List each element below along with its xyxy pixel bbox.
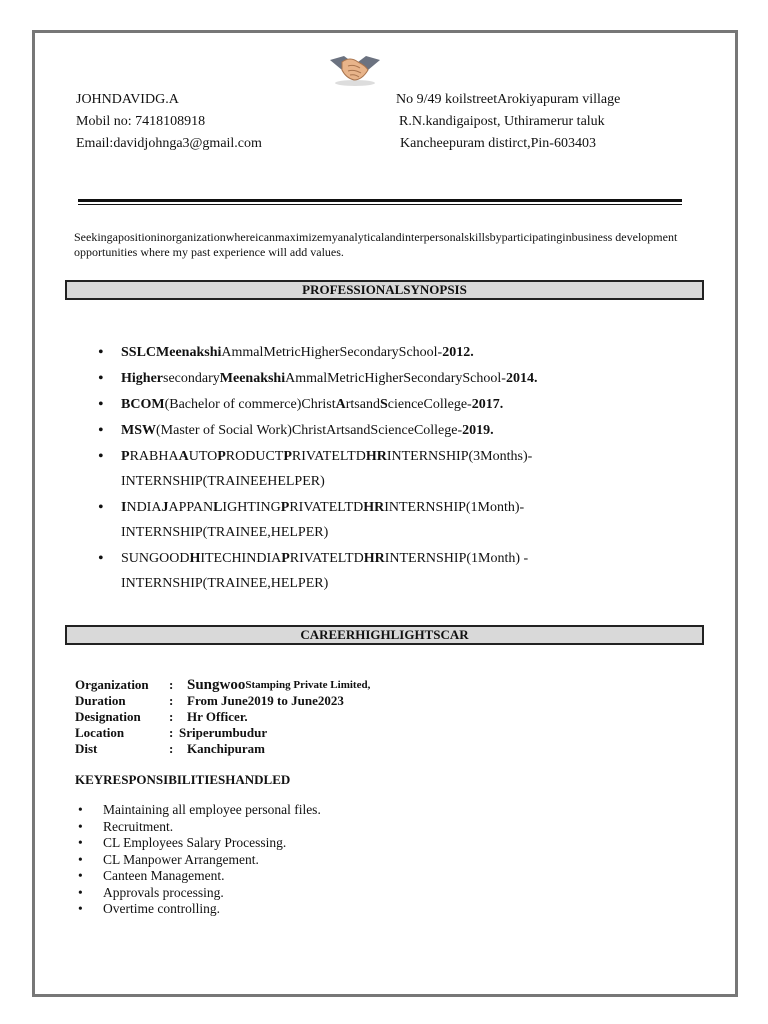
career-value: Sriperumbudur <box>179 725 268 740</box>
synopsis-list <box>98 340 658 597</box>
synopsis-text: cienceCollege- <box>387 397 472 412</box>
career-label: Location <box>75 725 125 740</box>
synopsis-text: RABHA <box>129 449 179 464</box>
synopsis-text: APPAN <box>168 500 214 515</box>
list-item: • Approvals processing. <box>78 885 321 902</box>
synopsis-text: RIVATELTD <box>289 551 364 566</box>
list-item: • CL Manpower Arrangement. <box>78 852 321 869</box>
synopsis-text: 2012. <box>442 345 474 360</box>
synopsis-text: AmmalMetricHigherSecondarySchool- <box>221 345 443 360</box>
synopsis-text: INTERNSHIP(3Months)-INTERNSHIP(TRAINEEHELPER) <box>121 449 533 489</box>
synopsis-text: rtsand <box>345 397 380 412</box>
career-value: From June2019 to June2023 <box>187 693 344 708</box>
career-label: Organization <box>75 677 149 692</box>
synopsis-text: 2014. <box>505 371 538 386</box>
synopsis-text: HR <box>363 500 385 515</box>
synopsis-text: AmmalMetricHigherSecondarySchool- <box>285 371 506 386</box>
synopsis-text: 2017. <box>471 397 504 412</box>
career-colon: : <box>169 693 174 708</box>
organization-name: Sungwoo <box>187 677 246 693</box>
mobile-number: Mobil no: 7418108918 <box>76 114 206 129</box>
career-row-organization <box>75 677 370 693</box>
career-value: Hr Officer. <box>187 709 248 724</box>
synopsis-text: (Bachelor of commerce)Christ <box>164 397 336 412</box>
email-address: Email:davidjohnga3@gmail.com <box>76 136 262 151</box>
header-divider-thick <box>78 199 682 202</box>
synopsis-text: L <box>213 500 223 515</box>
synopsis-text: MSW <box>121 423 156 438</box>
handshake-icon <box>328 50 382 88</box>
synopsis-text: P <box>121 449 130 464</box>
synopsis-item <box>98 392 658 417</box>
synopsis-text: INTERNSHIP(1Month)-INTERNSHIP(TRAINEE,HELPER) <box>121 500 525 540</box>
synopsis-text: HR <box>365 449 387 464</box>
organization-name-rest: Stamping Private Limited, <box>245 679 371 691</box>
synopsis-text: P <box>281 551 290 566</box>
synopsis-text: J <box>161 500 169 515</box>
career-label: Duration <box>75 693 126 708</box>
synopsis-item <box>98 495 658 545</box>
header-divider-thin <box>78 204 682 205</box>
synopsis-item <box>98 366 658 391</box>
synopsis-text: P <box>217 449 226 464</box>
synopsis-text: NDIA <box>126 500 162 515</box>
synopsis-text: P <box>283 449 292 464</box>
address-line-2: R.N.kandigaipost, Uthiramerur taluk <box>399 114 605 129</box>
synopsis-text: A <box>335 397 346 412</box>
list-item: • Recruitment. <box>78 819 321 836</box>
synopsis-text: RODUCT <box>225 449 284 464</box>
synopsis-text: (Master of Social Work)ChristArtsandScienceCollege- <box>156 423 463 438</box>
career-label: Designation <box>75 709 141 724</box>
synopsis-text: P <box>280 500 290 515</box>
career-objective: Seekingapositioninorganizationwhereicanmaximizemyanalyticalandinterpersonalskillsbyparticipatinginbusiness development opportunities where my past experience will add values. <box>74 230 678 259</box>
synopsis-item <box>98 444 658 494</box>
synopsis-text: SUNGOOD <box>121 551 190 566</box>
career-label: Dist <box>75 741 98 756</box>
career-row-designation <box>75 709 370 725</box>
synopsis-text: A <box>178 449 189 464</box>
synopsis-text: Higher <box>121 371 163 386</box>
synopsis-text: Meenakshi <box>219 371 286 386</box>
list-item: • Maintaining all employee personal files. <box>78 802 321 819</box>
synopsis-text: Meenakshi <box>156 345 222 360</box>
synopsis-text: ITECHINDIA <box>200 551 282 566</box>
career-row-dist <box>75 741 370 757</box>
synopsis-text: secondary <box>163 371 220 386</box>
synopsis-text: IGHTING <box>222 500 281 515</box>
synopsis-item <box>98 546 658 596</box>
synopsis-text: 2019. <box>462 423 494 438</box>
synopsis-text: BCOM <box>121 397 165 412</box>
career-row-location <box>75 725 370 741</box>
responsibilities-list <box>78 802 321 918</box>
career-value: Kanchipuram <box>187 741 266 756</box>
list-item: • Canteen Management. <box>78 868 321 885</box>
synopsis-text: UTO <box>188 449 218 464</box>
list-item: • Overtime controlling. <box>78 901 321 918</box>
career-details <box>75 677 370 757</box>
synopsis-item <box>98 340 658 365</box>
synopsis-text: RIVATELTD <box>289 500 364 515</box>
synopsis-text: HR <box>363 551 385 566</box>
synopsis-item <box>98 418 658 443</box>
section-header-synopsis: PROFESSIONALSYNOPSIS <box>65 280 704 300</box>
synopsis-text: SSLC <box>121 345 157 360</box>
career-row-duration <box>75 693 370 709</box>
address-line-1: No 9/49 koilstreetArokiyapuram village <box>396 92 621 107</box>
synopsis-text: S <box>379 397 388 412</box>
candidate-name: JOHNDAVIDG.A <box>76 92 179 107</box>
career-colon: : <box>169 677 174 692</box>
synopsis-text: INTERNSHIP(1Month) -INTERNSHIP(TRAINEE,HELPER) <box>121 551 529 591</box>
synopsis-text: H <box>189 551 201 566</box>
synopsis-text: I <box>121 500 127 515</box>
career-colon: : <box>169 741 174 756</box>
career-colon: : <box>169 725 174 740</box>
list-item: • CL Employees Salary Processing. <box>78 835 321 852</box>
career-colon: : <box>169 709 174 724</box>
section-header-career: CAREERHIGHLIGHTSCAR <box>65 625 704 645</box>
address-line-3: Kancheepuram distirct,Pin-603403 <box>400 136 596 151</box>
responsibilities-heading: KEYRESPONSIBILITIESHANDLED <box>75 772 291 787</box>
synopsis-text: RIVATELTD <box>291 449 366 464</box>
